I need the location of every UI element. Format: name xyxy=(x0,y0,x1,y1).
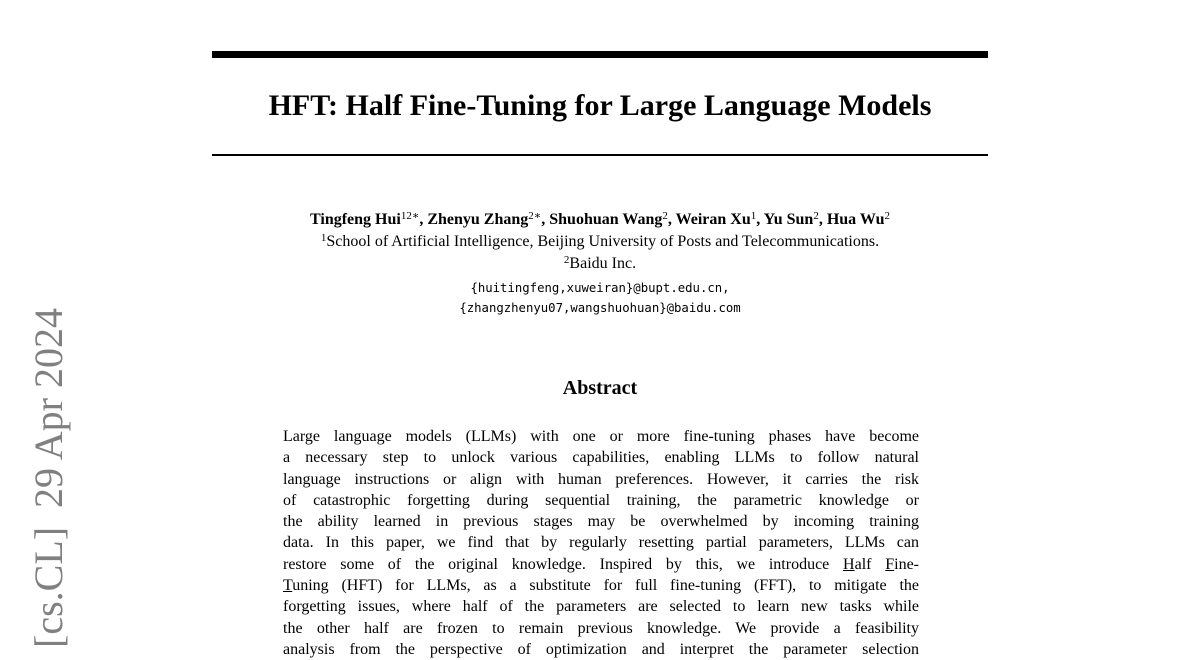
affiliation: $^2$Baidu Inc. xyxy=(563,254,637,272)
arxiv-date: 29 Apr 2024 xyxy=(26,308,71,508)
affiliation: $^1$School of Artificial Intelligence, Beijing University of Posts and Telecommunications. xyxy=(320,232,880,250)
abstract-line: the other half are frozen to remain previous knowledge. We provide a feasibility xyxy=(283,619,919,637)
title-top-rule xyxy=(212,51,988,58)
abstract-line: forgetting issues, where half of the parameters are selected to learn new tasks while xyxy=(283,598,919,616)
abstract-heading: Abstract xyxy=(562,377,638,399)
title-bottom-rule xyxy=(212,154,988,156)
email-line: {zhangzhenyu07,wangshuohuan}@baidu.com xyxy=(459,301,741,315)
author: Weiran Xu$^1$, xyxy=(675,210,764,228)
author: Zhenyu Zhang$^{2∗}$, xyxy=(427,210,550,228)
abstract-line: the ability learned in previous stages may be overwhelmed by incoming training xyxy=(283,513,919,531)
author: Yu Sun$^2$, xyxy=(763,210,827,228)
abstract-line: language instructions or align with human preferences. However, it carries the risk xyxy=(283,470,919,488)
abstract-line: analysis from the perspective of optimization and interpret the parameter selection xyxy=(283,640,919,658)
paper-title: HFT: Half Fine-Tuning for Large Language Models xyxy=(268,89,932,122)
arxiv-category: [cs.CL] xyxy=(26,526,71,648)
arxiv-stamp xyxy=(26,308,72,648)
abstract-line: Tuning (HFT) for LLMs, as a substitute for full fine-tuning (FFT), to mitigate the xyxy=(283,577,919,595)
abstract-line: restore some of the original knowledge. Inspired by this, we introduce Half Fine- xyxy=(283,555,919,573)
abstract-body xyxy=(283,426,919,660)
abstract-line: of catastrophic forgetting during sequential training, the parametric knowledge or xyxy=(283,491,919,509)
author: Shuohuan Wang$^2$, xyxy=(549,210,676,228)
email-line: {huitingfeng,xuweiran}@bupt.edu.cn, xyxy=(470,281,730,295)
author: Hua Wu$^2$ xyxy=(826,210,890,228)
abstract-line: data. In this paper, we find that by regularly resetting partial parameters, LLMs can xyxy=(283,534,919,552)
author: Tingfeng Hui$^{12∗}$, xyxy=(310,210,428,228)
abstract-line: Large language models (LLMs) with one or more fine-tuning phases have become xyxy=(283,428,919,445)
abstract-line: a necessary step to unlock various capabilities, enabling LLMs to follow natural xyxy=(283,449,919,467)
author-list xyxy=(212,209,988,231)
